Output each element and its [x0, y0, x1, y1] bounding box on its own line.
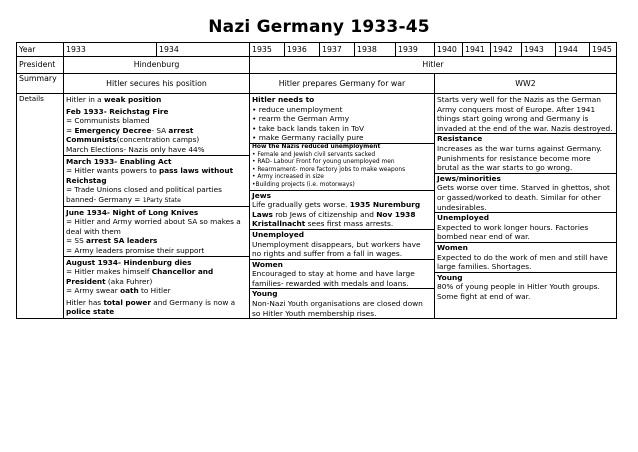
- year-cell: 1935: [250, 43, 285, 57]
- summary-prepares-war: Hitler prepares Germany for war: [250, 74, 435, 94]
- young-heading: Young: [437, 272, 463, 282]
- year-cell: 1940: [435, 43, 463, 57]
- list-item: •Building projects (i.e. motorways): [252, 181, 355, 188]
- president-label: President: [17, 57, 64, 74]
- hitler-needs-heading: Hitler needs to: [252, 95, 315, 104]
- year-cell: 1938: [355, 43, 396, 57]
- year-cell: 1934: [157, 43, 250, 57]
- women-text: Expected to do the work of men and still have large families. Shortages.: [437, 252, 608, 272]
- needs-list: [252, 105, 432, 143]
- army-oath: = Army swear oath to Hitler: [66, 286, 171, 296]
- summary-row: [17, 74, 617, 94]
- summary-secures-position: Hitler secures his position: [64, 74, 250, 94]
- details-prepares-war: [250, 94, 435, 319]
- year-row: [17, 43, 617, 57]
- year-cell: 1939: [396, 43, 435, 57]
- summary-label: Summary: [17, 74, 64, 94]
- emergency-decree: = Emergency Decree- SA arrest Communists(concentration camps): [66, 125, 200, 145]
- unemployed-heading: Unemployed: [437, 213, 489, 223]
- trade-unions-closed: = Trade Unions closed and political parties banned- Germany = 1Party State: [66, 185, 222, 204]
- hindenburg-dies-heading: August 1934- Hindenburg dies: [66, 257, 192, 267]
- unemployed-text: Expected to work longer hours. Factories bombed near end of war.: [437, 222, 589, 242]
- night-of-long-knives-heading: June 1934- Night of Long Knives: [66, 207, 199, 217]
- unemployed-heading: Unemployed: [252, 229, 304, 239]
- jews-minorities-heading: Jews/minorities: [437, 173, 501, 183]
- chancellor-president: = Hitler makes himself Chancellor and President (aka Fuhrer): [66, 267, 214, 286]
- details-row: [17, 94, 617, 319]
- young-heading: Young: [252, 289, 278, 299]
- year-cell: 1941: [463, 43, 491, 57]
- young-text: Non-Nazi Youth organisations are closed down so Hitler Youth membership rises.: [252, 299, 423, 318]
- total-power: Hitler has total power and Germany is now a police state: [66, 297, 236, 317]
- enabling-act-powers: = Hitler wants powers to pass laws without Reichstag: [66, 166, 234, 185]
- year-cell: 1944: [556, 43, 590, 57]
- list-item: • Rearmament- more factory jobs to make weapons: [252, 166, 406, 173]
- year-cell: 1933: [64, 43, 157, 57]
- year-cell: 1942: [491, 43, 522, 57]
- timeline-table: [16, 42, 617, 319]
- year-cell: 1943: [522, 43, 556, 57]
- women-heading: Women: [252, 259, 283, 269]
- jews-heading: Jews: [252, 190, 271, 200]
- resistance-heading: Resistance: [437, 134, 483, 144]
- young-text: 80% of young people in Hitler Youth groups. Some fight at end of war.: [437, 282, 600, 301]
- list-item: • rearm the German Army: [252, 114, 350, 124]
- list-item: • reduce unemployment: [252, 104, 343, 114]
- unemployment-list: [252, 152, 432, 190]
- president-hindenburg: Hindenburg: [64, 57, 250, 74]
- list-item: • Female and Jewish civil servants sacked: [252, 151, 376, 158]
- unemployment-heading: How the Nazis reduced unemployment: [252, 143, 381, 150]
- list-item: • Army increased in size: [252, 174, 324, 181]
- army-support: = Army leaders promise their support: [66, 245, 205, 255]
- resistance-text: Increases as the war turns against Germany. Punishments for resistance become more brutal as the war starts to go wrong.: [437, 143, 602, 173]
- communists-blamed: = Communists blamed: [66, 116, 150, 126]
- page-title: Nazi Germany 1933-45: [208, 17, 430, 37]
- summary-ww2: WW2: [435, 74, 617, 94]
- details-label: Details: [17, 94, 64, 319]
- details-ww2: [435, 94, 617, 319]
- details-secures-position: [64, 94, 250, 319]
- army-worried-sa: = Hitler and Army worried about SA so makes a deal with them: [66, 217, 241, 236]
- president-row: [17, 57, 617, 74]
- unemployed-text: Unemployment disappears, but workers have no rights and suffer from a fall in wages.: [252, 239, 421, 259]
- jews-minorities-text: Gets worse over time. Starved in ghettos, shot or gassed/worked to death. Similar for other undesirables.: [437, 183, 610, 212]
- march-elections: March Elections- Nazis only have 44%: [66, 144, 205, 154]
- women-text: Encouraged to stay at home and have large families- rewarded with medals and loans.: [252, 269, 415, 288]
- year-label: Year: [17, 43, 64, 57]
- enabling-act-heading: March 1933- Enabling Act: [66, 156, 172, 166]
- list-item: • RAD- Labour Front for young unemployed men: [252, 159, 395, 166]
- weak-position-text: Hitler in a weak position: [66, 95, 162, 104]
- ss-arrest-sa: = SS arrest SA leaders: [66, 236, 158, 246]
- year-cell: 1936: [285, 43, 320, 57]
- jews-text: Life gradually gets worse. 1935 Nuremburg Laws rob Jews of citizenship and Nov 1938 Kristallnacht sees first mass arrests.: [252, 200, 421, 229]
- ww2-intro: Starts very well for the Nazis as the German Army conquers most of Europe. After 1941 things start going wrong and Germany is invaded at the end of the war. Nazis destroyed.: [437, 95, 613, 133]
- list-item: • make Germany racially pure: [252, 133, 364, 143]
- year-cell: 1945: [590, 43, 617, 57]
- year-cell: 1937: [320, 43, 355, 57]
- list-item: • take back lands taken in ToV: [252, 123, 365, 133]
- women-heading: Women: [437, 242, 468, 252]
- president-hitler: Hitler: [250, 57, 617, 74]
- reichstag-fire-heading: Feb 1933- Reichstag Fire: [66, 106, 169, 116]
